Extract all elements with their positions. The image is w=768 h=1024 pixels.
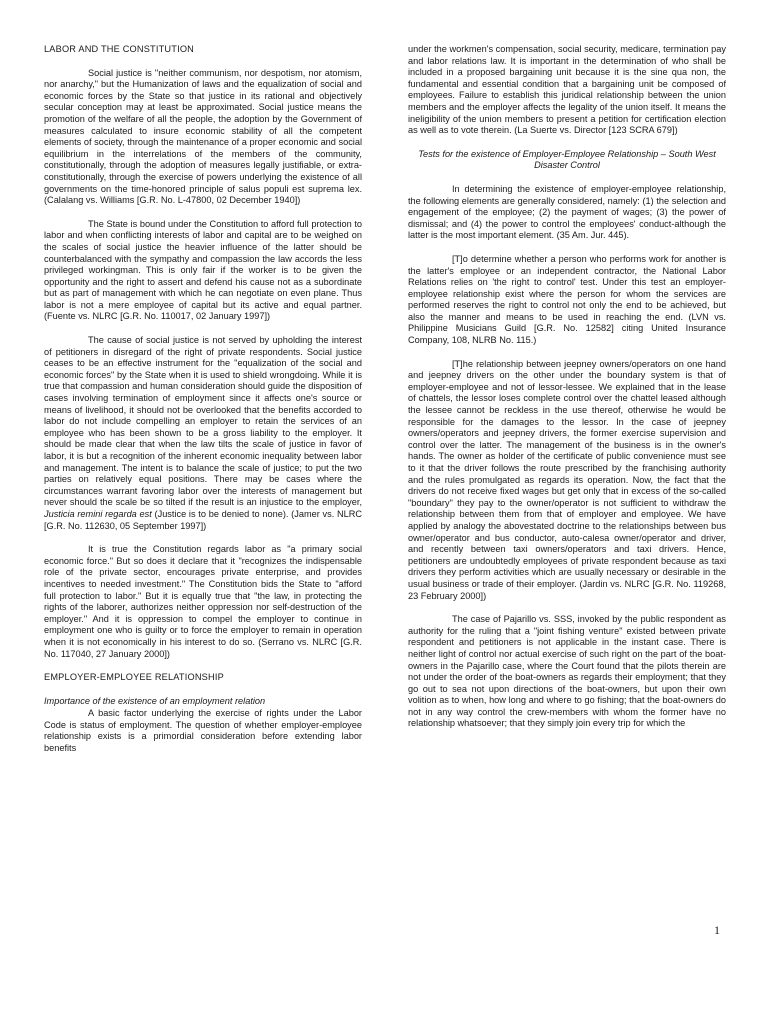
subheading-tests: Tests for the existence of Employer-Employee Relationship – South West Disaster Control: [418, 148, 716, 171]
section-heading-labor-constitution: LABOR AND THE CONSTITUTION: [44, 44, 195, 54]
paragraph-jardin: [T]he relationship between jeepney owners/operators on one hand and jeepney drivers on the other under the boundary system is that of employer-employee and not of lessor-lessee. We explained that in the lease of chattels, the lessor loses complete control over the chattel leased although the lessee cannot be reckless in the use thereof, otherwise he would be responsible for the damages to the lessor. In the case of jeepney owners/operators and jeepney drivers, the former exercise supervision and control over the latter. The management of the business is in the owner's hands. The owner as holder of the certificate of public convenience must see to it that the driver follows the route prescribed by the franchising authority and the rules promulgated as regards its operation. Now, the fact that the drivers do not receive fixed wages but get only that in excess of the so-called "boundary" they pay to the owner/operator is not sufficient to withdraw the relationship between them from that of employer and employee. We have applied by analogy the abovestated doctrine to the relationships between bus owner/operator and bus conductor, auto-calesa owner/operator and driver, and recently between taxi owners/operators and taxi drivers. Hence, petitioners are undoubtedly employees of private respondent because as taxi drivers they perform activities which are usually necessary or desirable in the usual business or trade of their employer. (Jardin vs. NLRC [G.R. No. 119268, 23 February 2000]): [408, 358, 726, 601]
paragraph-jamer-citation: (Justice is to be denied to none). (Jamer vs. NLRC [G.R. No. 112630, 05 September 1997]): [44, 508, 362, 531]
page-number: 1: [714, 923, 720, 937]
paragraph-jamer-text: The cause of social justice is not served by upholding the interest of petitioners in disregard of the right of private respondents. Social justice ceases to be an effective instrument for the "equalization of the social and economic forces" by the State when it is used to shield wrongdoing. While it is true that compassion and human consideration should guide the disposition of cases involving termination of employment since it affects one's source or means of livelihood, it should not be overlooked that the benefits accorded to labor do not include compelling an employer to retain the services of an employee who has been shown to be a gross liability to the employer. It should be made clear that when the law tilts the scale of justice in favor of labor, it is but a recognition of the inherent economic inequality between labor and management. The intent is to balance the scale of justice; to put the two parties on relatively equal positions. There may be cases where the circumstances warrant favoring labor over the interests of management but never should the scale be so tilted if the result is an injustice to the employer,: [44, 335, 362, 508]
latin-maxim: Justicia remini regarda est: [44, 508, 152, 519]
paragraph-control-test: [T]o determine whether a person who performs work for another is the latter's employee or an independent contractor, the National Labor Relations relies on 'the right to control' test. Under this test an employer-employee relationship exist where the person for whom the services are performed reserves the right to control not only the end to be achieved, but also the manner and means to be used in reaching the end. (LVN vs. Philippine Musicians Guild [G.R. No. 12582] citing United Insurance Company, 108, NLRB No. 115.): [408, 253, 726, 346]
paragraph-la-suerte: under the workmen's compensation, social security, medicare, termination pay and labor relations law. It is important in the determination of who shall be included in a proposed bargaining unit because it is the sine qua non, the fundamental and essential condition that a bargaining unit be composed of employees. Failure to establish this juridical relationship between the union members and the employer affects the legality of the union itself. It means the ineligibility of the union members to present a petition for certification election as well as to vote therein. (La Suerte vs. Director [123 SCRA 679]): [408, 44, 726, 136]
paragraph-elements: In determining the existence of employer-employee relationship, the following elements are generally considered, namely: (1) the selection and engagement of the employee; (2) the payment of wages; (3) the power of dismissal; and (4) the power to control the employees' conduct-although the latter is the most important element. (35 Am. Jur. 445).: [408, 183, 726, 241]
paragraph-jamer: [44, 335, 362, 532]
paragraph-fuente: The State is bound under the Constitution to afford full protection to labor and when conflicting interests of labor and capital are to be weighed on the scales of social justice the heavier influence of the latter should be counterbalanced with the sympathy and compassion the law accords the less privileged workingman. This is only fair if the worker is to be given the opportunity and the right to assert and defend his cause not as a subordinate but as part of management with which he can negotiate on even plane. Thus labor is not a mere employee of capital but its active and equal partner. (Fuente vs. NLRC [G.R. No. 110017, 02 January 1997]): [44, 218, 362, 322]
paragraph-basic-factor: A basic factor underlying the exercise of rights under the Labor Code is status of employment. The question of whether employer-employee relationship exists is a primordial consideration before extending labor benefits: [44, 708, 362, 754]
left-column: [44, 44, 362, 755]
section-heading-employer-employee: EMPLOYER-EMPLOYEE RELATIONSHIP: [44, 672, 224, 683]
right-column: [408, 44, 726, 730]
subheading-importance: Importance of the existence of an employment relation: [44, 695, 266, 706]
paragraph-serrano: It is true the Constitution regards labor as "a primary social economic force." But so does it declare that it "recognizes the indispensable role of the private sector, encourages private enterprise, and provides incentives to needed investment." The Constitution bids the State to "afford full protection to labor." But it is equally true that "the law, in protecting the rights of the laborer, authorizes neither oppression nor self-destruction of the employer." And it is oppression to compel the employer to continue in employment one who is guilty or to force the employer to remain in operation when it is not economically in his interest to do so. (Serrano vs. NLRC [G.R. No. 117040, 27 January 2000]): [44, 544, 362, 659]
paragraph-pajarillo: The case of Pajarillo vs. SSS, invoked by the public respondent as authority for the ruling that a "joint fishing venture" existed between private respondent and petitioners is not applicable in the instant case. There is neither light of control nor actual exercise of such right on the part of the boat-owners in the Pajarillo case, where the Court found that the pilots therein are not under the order of the boat-owners as regards their employment; that they go out to sea not upon directions of the boat-owners, but upon their own volition as to when, how long and where to go fishing; that the boat-owners do not in any way control the crew-members with whom the former have no relationship whatsoever; that they simply join every trip for which the: [408, 614, 726, 729]
paragraph-calalang: Social justice is "neither communism, nor despotism, nor atomism, nor anarchy," but the Humanization of laws and the equalization of social and economic forces by the State so that justice in its rational and objectively secular conception may at least be approximated. Social justice means the promotion of the welfare of all the people, the adoption by the Government of measures calculated to insure economic stability of all the competent elements of society, through the maintenance of a proper economic and social equilibrium in the interrelations of the members of the community, constitutionally, through the adoption of measures legally justifiable, or extra-constitutionally, through the exercise of powers underlying the existence of all governments on the time-honored principle of salus populi est suprema lex. (Calalang vs. Williams [G.R. No. L-47800, 02 December 1940]): [44, 67, 362, 206]
